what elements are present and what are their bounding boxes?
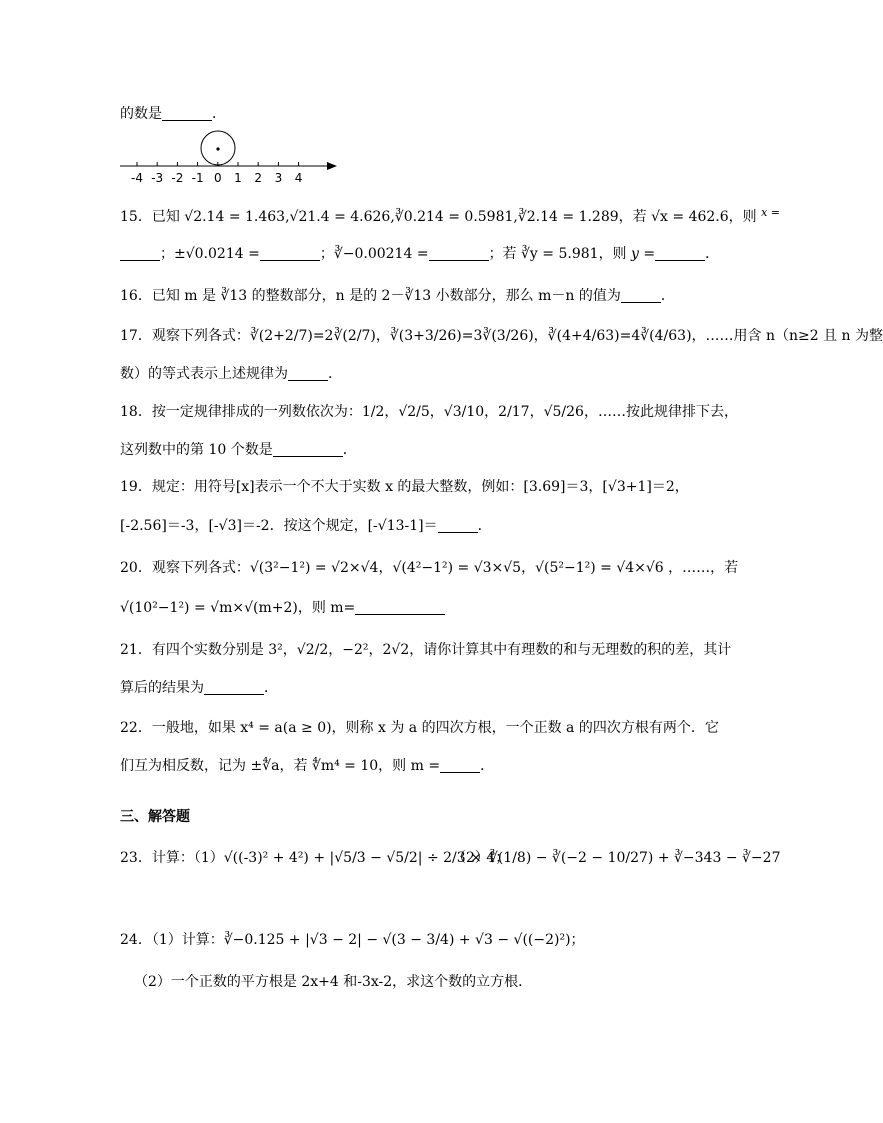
question-19: 19．规定：用符号[x]表示一个不大于实数 x 的最大整数，例如：[3.69]＝3，[√3+1]＝2， [120,479,689,495]
tick-label: -3 [151,171,164,185]
question-24-part1: 24．（1）计算：∛−0.125 + |√3 − 2| − √(3 − 3/4) + √3 − √((−2)²)； [120,932,585,948]
answer-blank[interactable] [655,246,705,261]
number-line [115,128,345,186]
question-20: 20．观察下列各式：√(3²−1²) = √2×√4，√(4²−1²) = √3×√5，√(5²−1²) = √4×√6 ，……，若 [120,560,739,576]
answer-blank[interactable] [120,246,160,261]
question-16: 16．已知 m 是 ∛13 的整数部分，n 是的 2－∛13 小数部分，那么 m－n 的值为 ． [120,288,675,304]
answer-blank[interactable] [438,518,478,533]
question-15: 15．已知 √2.14 = 1.463,√21.4 = 4.626,∛0.214 = 0.5981,∛2.14 = 1.289，若 √x = 462.6，则 $^{x =}$ [120,206,781,225]
question-18-line2: 这列数中的第 10 个数是 ． [120,442,357,458]
axis-arrow [327,162,337,170]
question-20-line2: √(10²−1²) = √m×√(m+2)，则 m= [120,598,684,618]
question-19-line2: [-2.56]＝-3，[-√3]＝-2．按这个规定，[-√13-1]＝ ． [120,518,492,534]
section-title: 三、解答题 [120,809,190,825]
tick-label: -4 [131,171,143,185]
tick-label: 3 [274,171,283,185]
tick-label: 4 [294,171,303,185]
tick-label: -2 [171,171,184,185]
answer-blank[interactable] [288,366,328,381]
answer-blank[interactable] [440,758,480,773]
answer-blank[interactable] [204,680,264,695]
question-17-line2: 数）的等式表示上述规律为 ． [120,366,342,382]
tick-label: 2 [254,171,263,185]
question-24-part2: （2）一个正数的平方根是 2x+4 和-3x-2，求这个数的立方根． [134,974,533,990]
question-21: 21．有四个实数分别是 3²，√2/2，−2²，2√2，请你计算其中有理数的和与无理数的积的差，其计 [120,642,732,658]
answer-blank[interactable] [273,442,343,457]
dot-marker [216,147,219,150]
question-15-line2: ；±√0.0214 = ；∛−0.00214 = ；若 ∛y = 5.981，则 y = ． [120,244,684,264]
question-22-line2: 们互为相反数，记为 ±∜a，若 ∜m⁴ = 10，则 m = ． [120,758,495,774]
question-23-part1: 23．计算：（1）√((-3)² + 4²) + |√5/3 − √5/2| ÷ 2/3 × 4； [120,850,510,866]
q14-tail: 的数是 ． [120,106,226,122]
tick-label: -1 [191,171,204,185]
question-23-part2: （2）∛(1/8) − ∛(−2 − 10/27) + ∛−343 − ∛−27 [452,850,781,866]
question-18: 18．按一定规律排成的一列数依次为：1/2，√2/5，√3/10，2/17，√5/26，……按此规律排下去， [120,404,738,420]
question-21-line2: 算后的结果为 ． [120,680,278,696]
answer-blank[interactable] [355,600,445,615]
question-17: 17．观察下列各式：∛(2+2/7)=2∛(2/7)，∛(3+3/26)=3∛(3/26)，∛(4+4/63)=4∛(4/63)，……用含 n（n≥2 且 n 为整 [120,328,883,344]
answer-blank[interactable] [621,288,661,303]
answer-blank[interactable] [429,246,489,261]
tick-label: 1 [234,171,242,185]
answer-blank[interactable] [260,246,320,261]
tick-label: 0 [213,171,222,185]
answer-blank[interactable] [162,106,212,121]
question-22: 22．一般地，如果 x⁴ = a(a ≥ 0)，则称 x 为 a 的四次方根，一个正数 a 的四次方根有两个．它 [120,720,719,736]
